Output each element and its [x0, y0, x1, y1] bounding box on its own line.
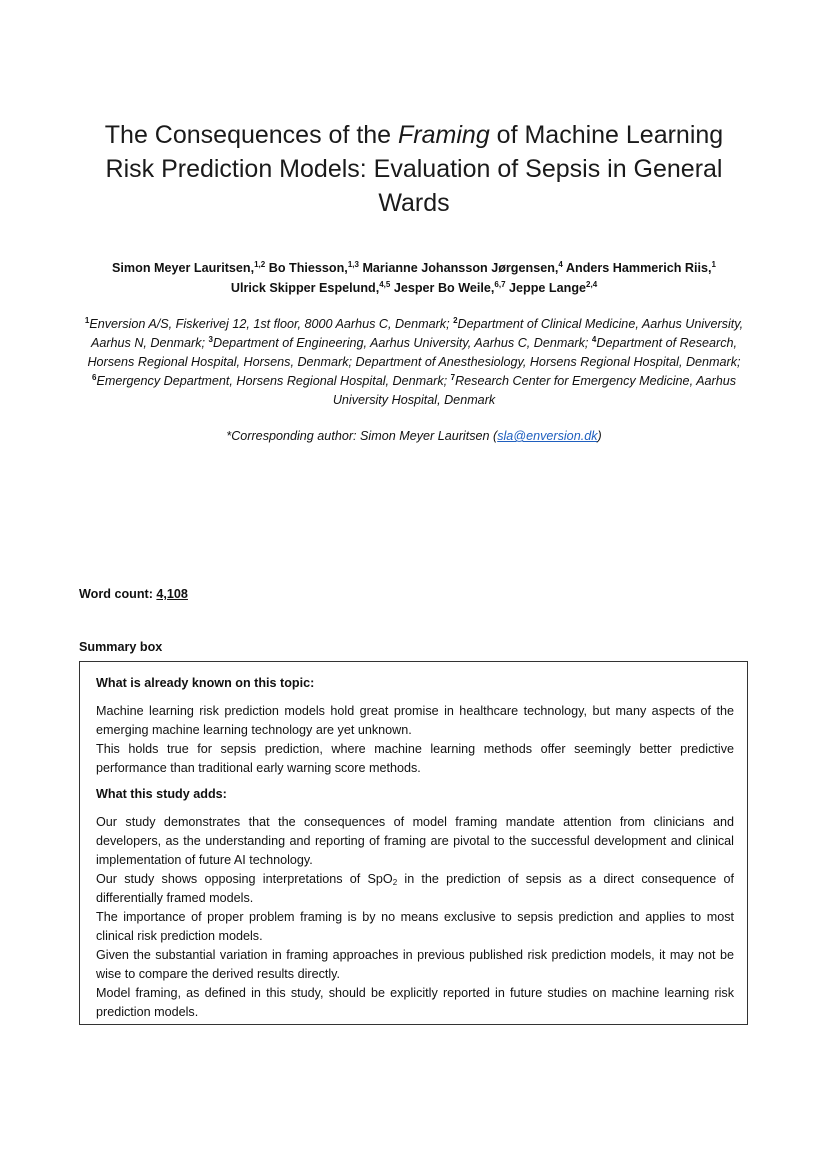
author-name: Ulrick Skipper Espelund,	[230, 281, 380, 295]
author-name: Anders Hammerich Riis,	[565, 261, 712, 275]
summary-box-label: Summary box	[79, 640, 163, 654]
adds-heading: What this study adds:	[96, 787, 227, 801]
word-count-value: 4,108	[156, 587, 188, 601]
affiliation-sup: 4	[591, 335, 597, 344]
author-affiliation-sup: 6,7	[494, 280, 506, 289]
affiliation-6: Emergency Department, Horsens Regional Hospital, Denmark;	[96, 374, 451, 388]
author-name: Jeppe Lange	[509, 281, 587, 295]
affiliation-sup: 2	[453, 316, 458, 325]
adds-paragraph: The importance of proper problem framing is by no means exclusive to sepsis prediction and applies to most clinical risk prediction models.	[96, 910, 734, 943]
affiliation-sup: 1	[84, 316, 90, 325]
paper-title	[80, 118, 748, 220]
affiliation-4: Department of Research, Horsens Regional Hospital, Horsens, Denmark; Department of Anesthesiology, Horsens Regional Hospital, Denmark;	[87, 336, 741, 369]
corresponding-prefix: *Corresponding author: Simon Meyer Lauritsen (	[226, 429, 498, 443]
affiliation-3: Department of Engineering, Aarhus University, Aarhus C, Denmark;	[212, 336, 592, 350]
word-count-label: Word count:	[79, 587, 157, 601]
author-name: Simon Meyer Lauritsen,	[112, 261, 255, 275]
affiliation-7: Research Center for Emergency Medicine, Aarhus University Hospital, Denmark	[332, 374, 736, 407]
author-affiliation-sup: 4	[558, 260, 563, 269]
corresponding-author	[70, 427, 758, 446]
affiliation-sup: 6	[91, 373, 97, 382]
author-affiliation-sup: 1,3	[347, 260, 359, 269]
known-paragraph: This holds true for sepsis prediction, where machine learning methods offer seemingly better predictive performance than traditional early warning score methods.	[96, 742, 734, 775]
known-paragraph: Machine learning risk prediction models hold great promise in healthcare technology, but many aspects of the emerging machine learning technology are yet unknown.	[96, 704, 734, 737]
title-italic: Framing	[398, 121, 490, 149]
title-part-1: The Consequences of the	[104, 121, 399, 149]
corresponding-email-link[interactable]: sla@enversion.dk	[497, 429, 598, 443]
corresponding-suffix: )	[597, 429, 602, 443]
title-part-2: of Machine Learning Risk Prediction Models: Evaluation of Sepsis in General Wards	[105, 121, 724, 217]
known-heading: What is already known on this topic:	[96, 676, 315, 690]
affiliation-2: Department of Clinical Medicine, Aarhus University, Aarhus N, Denmark;	[90, 317, 744, 350]
spo2-subscript: 2	[392, 878, 398, 887]
adds-paragraph: Given the substantial variation in framing approaches in previous published risk prediction models, it may not be wise to compare the derived results directly.	[96, 948, 734, 981]
affiliation-sup: 3	[208, 335, 213, 344]
adds-p2-text-b: in the prediction of sepsis as a direct consequence of differentially framed models.	[96, 872, 734, 905]
author-list	[70, 258, 758, 298]
affiliation-sup: 7	[450, 373, 456, 382]
affiliation-1: Enversion A/S, Fiskerivej 12, 1st floor, 8000 Aarhus C, Denmark;	[89, 317, 454, 331]
author-affiliation-sup: 1	[711, 260, 716, 269]
author-affiliation-sup: 1,2	[254, 260, 266, 269]
adds-paragraph: Our study demonstrates that the consequences of model framing mandate attention from clinicians and developers, as the understanding and reporting of framing are pivotal to the successful development and clinical implementation of future AI technology.	[96, 815, 734, 867]
summary-box	[79, 661, 748, 1025]
adds-paragraph: Model framing, as defined in this study, should be explicitly reported in future studies on machine learning risk prediction models.	[96, 986, 734, 1019]
word-count	[79, 585, 188, 603]
affiliations	[70, 315, 758, 410]
author-name: Jesper Bo Weile,	[393, 281, 495, 295]
adds-p2-text-a: Our study shows opposing interpretations of SpO	[96, 872, 393, 886]
author-name: Marianne Johansson Jørgensen,	[362, 261, 559, 275]
author-affiliation-sup: 4,5	[379, 280, 391, 289]
author-name: Bo Thiesson,	[268, 261, 348, 275]
summary-box-content	[96, 674, 734, 1022]
adds-paragraph	[96, 870, 734, 908]
author-affiliation-sup: 2,4	[586, 280, 598, 289]
